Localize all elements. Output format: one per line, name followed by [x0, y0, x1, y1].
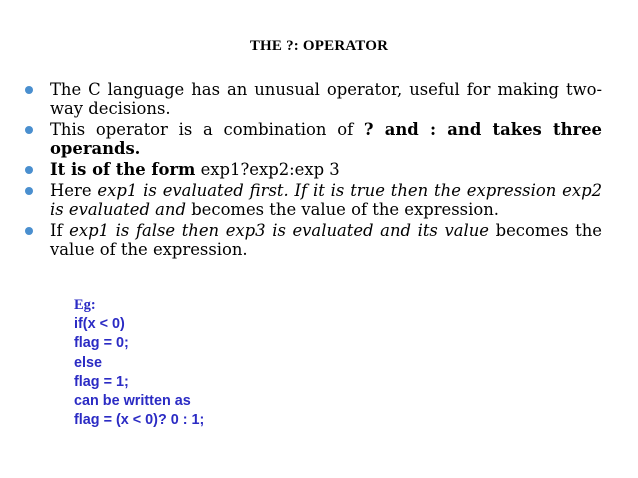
code-line: else [74, 354, 103, 371]
code-example [74, 296, 204, 430]
slide-title: THE ?: OPERATOR [249, 38, 389, 54]
bullet-item [24, 120, 602, 158]
bullet-item [24, 80, 602, 118]
bullet-text-bold: ? and : and takes three operands. [50, 120, 602, 158]
bullet-item [24, 160, 602, 179]
bullet-text: becomes the value of the expression. [50, 221, 602, 259]
bullet-text: If [50, 221, 70, 240]
bullet-item [24, 221, 602, 259]
example-label: Eg: [74, 297, 96, 313]
bullet-text-bold: It is of the form [50, 160, 196, 179]
code-line: flag = 1; [74, 373, 129, 390]
code-line: flag = 0; [74, 335, 129, 352]
code-line: if(x < 0) [74, 316, 125, 333]
bullet-text-italic: exp1 is false then exp3 is evaluated and its value [69, 221, 489, 240]
bullet-dot-icon [25, 86, 33, 94]
bullet-text: The C language has an unusual operator, useful for making two-way decisions. [50, 80, 602, 118]
bullet-text-italic: exp1 is evaluated first. If it is true then the expression exp2 is evaluated and [50, 181, 602, 219]
bullet-text: This operator is a combination of [50, 120, 364, 139]
bullet-dot-icon [25, 227, 33, 235]
bullet-text: becomes the value of the expression. [185, 200, 499, 219]
bullet-dot-icon [25, 126, 33, 134]
bullet-list [24, 80, 602, 261]
bullet-item [24, 181, 602, 219]
bullet-dot-icon [25, 166, 33, 174]
bullet-dot-icon [25, 187, 33, 195]
code-line: can be written as [74, 393, 191, 410]
code-line: flag = (x < 0)? 0 : 1; [74, 412, 205, 429]
bullet-text: Here [50, 181, 98, 200]
bullet-text: exp1?exp2:exp 3 [195, 160, 340, 179]
